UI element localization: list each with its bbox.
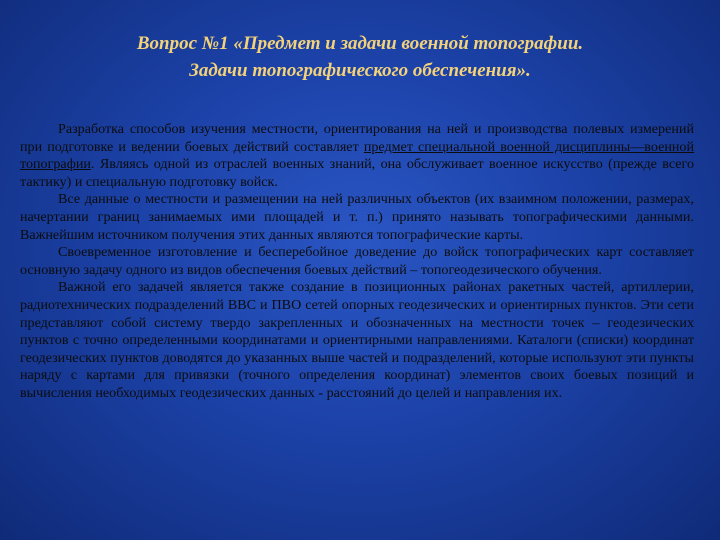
slide-title — [40, 30, 680, 84]
title-line-1: Вопрос №1 «Предмет и задачи военной топографии. — [136, 33, 584, 54]
paragraph-2: Все данные о местности и размещении на ней различных объектов (их взаимном положении, размерах, начертании границ занимаемых ими площадей и т. п.) принято называть топографическими данными. Важнейшим источником получения этих данных являются топографические карты. — [20, 191, 694, 243]
title-line-2: Задачи топографического обеспечения». — [189, 60, 531, 81]
paragraph-1-underlined: предмет специальной военной дисциплины—военной топографии — [20, 138, 694, 173]
paragraph-3: Своевременное изготовление и бесперебойное доведение до войск топографических карт составляет основную задачу одного из видов обеспечения боевых действий – топогеодезического обучения. — [20, 244, 694, 278]
paragraph-1-start: Разработка способов изучения местности, ориентирования на ней и производства полевых измерений при подготовке и ведении боевых действий составляет — [20, 121, 694, 155]
paragraph-4: Важной его задачей является также создание в позиционных районах ракетных частей, артиллерии, радиотехнических подразделений ВВС и ПВО сетей опорных геодезических и ориентирных пунктов. Эти сети представляют собой систему твердо закрепленных и обозначенных на местности точек – геодезических пунктов с точно определенными координатами и ориентирными направлениями. Каталоги (списки) координат геодезических пунктов доводятся до указанных выше частей и подразделений, которые используют эти пункты наряду с картами для привязки (точного определения координат) элементов своих боевых позиций и вычисления необходимых геодезических данных - расстояний до целей и направления их. — [20, 279, 694, 401]
paragraph-1 — [20, 121, 694, 191]
body-text — [20, 121, 694, 403]
paragraph-1-end: . Являясь одной из отраслей военных знаний, она обслуживает военное искусство (прежде всего тактику) и специальную подготовку войск. — [20, 156, 694, 190]
